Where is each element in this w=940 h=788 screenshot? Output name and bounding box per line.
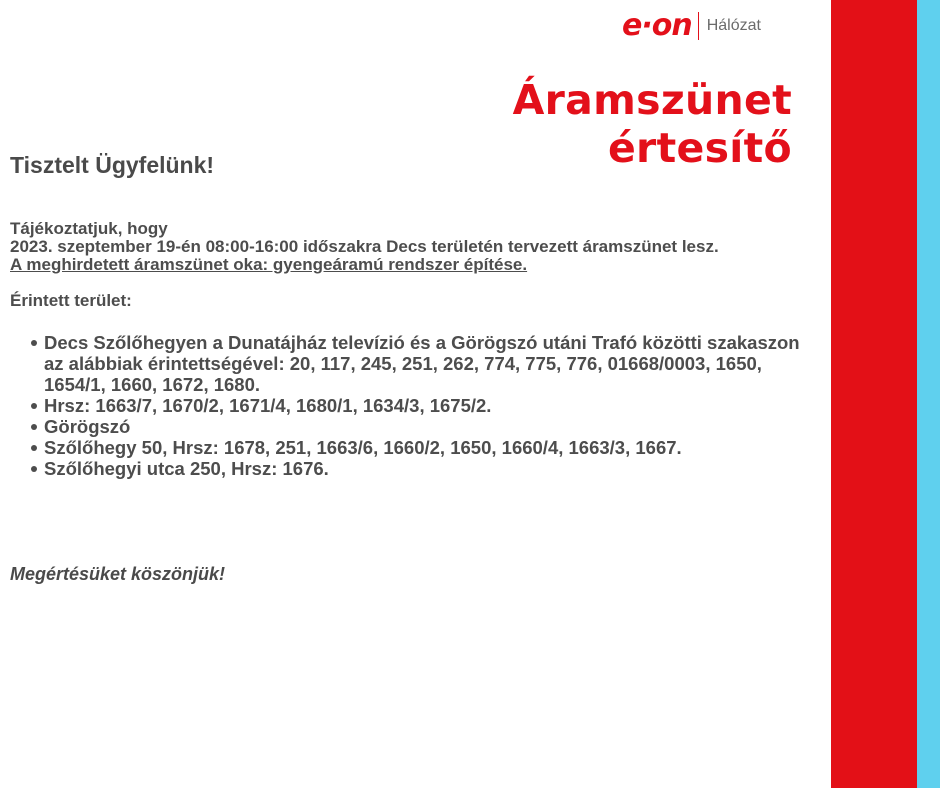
affected-area-label: Érintett terület:	[10, 291, 132, 310]
eon-logo-mark: e·on	[622, 8, 692, 43]
area-list-item: Görögszó	[10, 416, 813, 437]
affected-area-list	[10, 332, 813, 479]
greeting: Tisztelt Ügyfelünk!	[10, 152, 215, 178]
notice-schedule: 2023. szeptember 19-én 08:00-16:00 időszakra Decs területén tervezett áramszünet lesz.	[10, 237, 719, 256]
title-line-1: Áramszünet	[512, 76, 792, 124]
logo-subtitle: Hálózat	[706, 17, 761, 34]
area-list-item: Szőlőhegyi utca 250, Hrsz: 1676.	[10, 458, 813, 479]
notice-reason: A meghirdetett áramszünet oka: gyengeáramú rendszer építése.	[10, 255, 528, 274]
area-list-item: Decs Szőlőhegyen a Dunatájház televízió és a Görögszó utáni Trafó közötti szakaszon az alábbiak érintettségével: 20, 117, 245, 251, 262, 774, 775, 776, 01668/0003, 1650, 1654/1, 1660, 1672, 1680.	[10, 332, 813, 395]
side-blue-stripe	[917, 0, 940, 788]
area-list-item: Szőlőhegy 50, Hrsz: 1678, 251, 1663/6, 1660/2, 1650, 1660/4, 1663/3, 1667.	[10, 437, 813, 458]
title-line-2: értesítő	[607, 124, 792, 172]
area-list-item: Hrsz: 1663/7, 1670/2, 1671/4, 1680/1, 1634/3, 1675/2.	[10, 395, 813, 416]
notice-intro: Tájékoztatjuk, hogy	[10, 219, 168, 238]
page-title	[513, 76, 792, 172]
side-red-stripe	[831, 0, 917, 788]
notice-body	[10, 220, 813, 479]
closing-text: Megértésüket köszönjük!	[10, 564, 226, 584]
eon-logo	[622, 8, 761, 44]
logo-divider	[698, 12, 699, 40]
